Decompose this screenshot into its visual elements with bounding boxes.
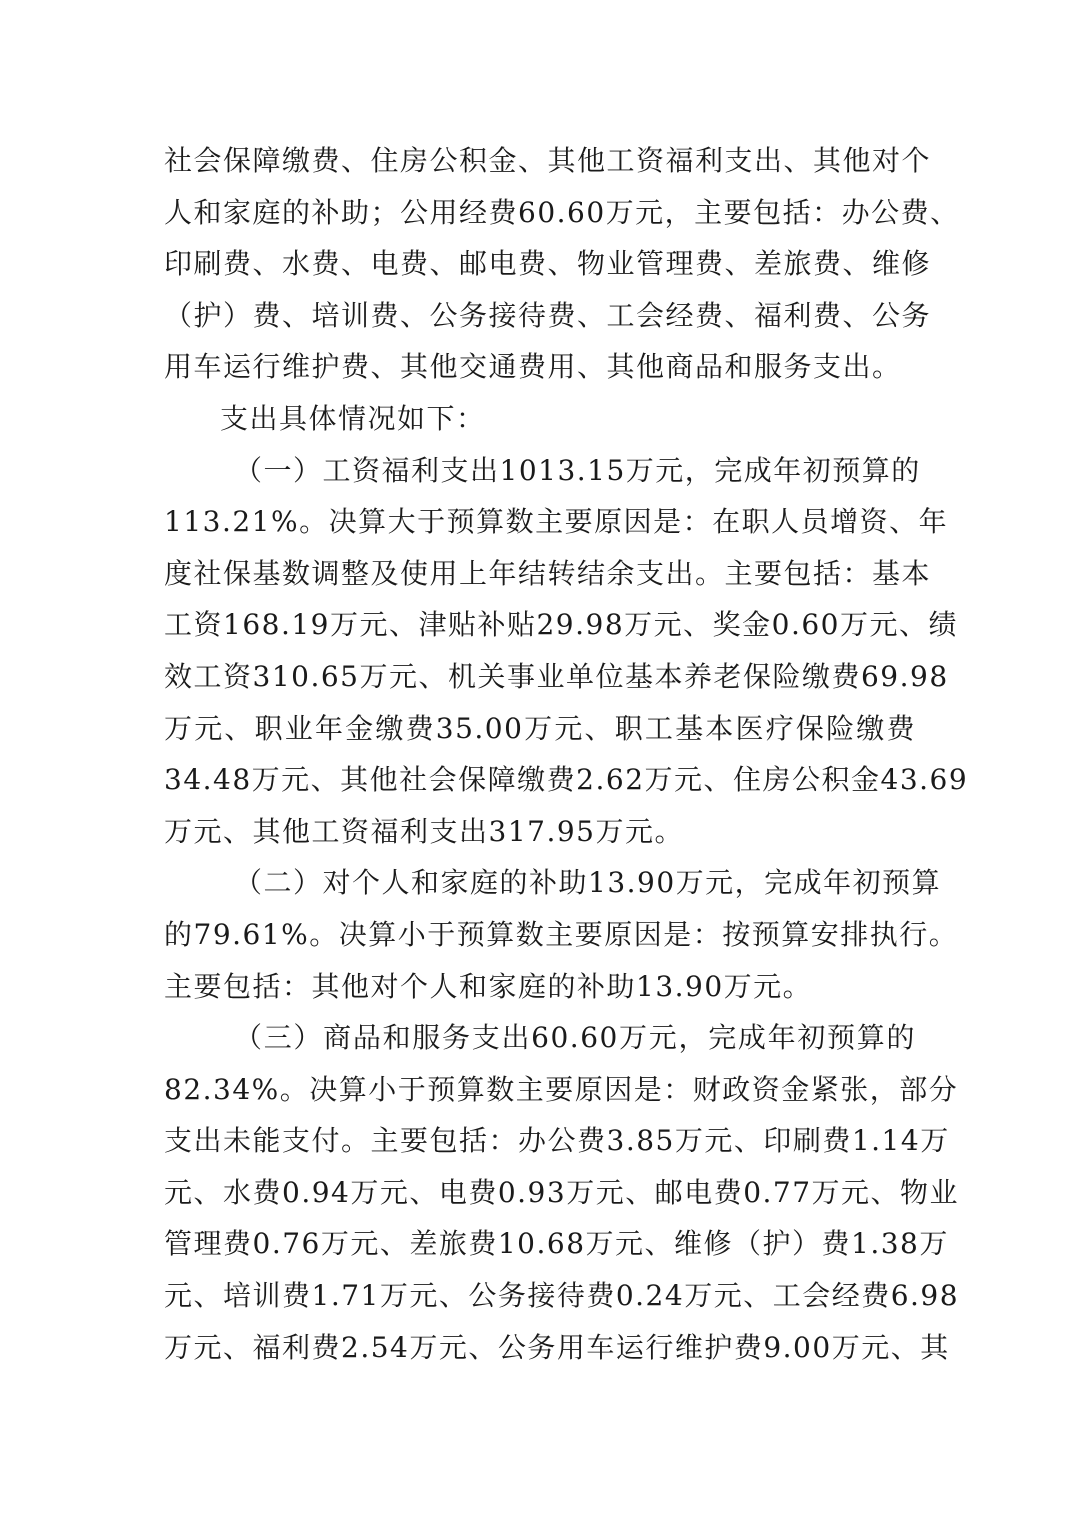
text-line: 元、水费0.94万元、电费0.93万元、邮电费0.77万元、物业 bbox=[164, 1175, 960, 1209]
text-line: 万元、其他工资福利支出317.95万元。 bbox=[164, 814, 684, 848]
text-line: 113.21%。决算大于预算数主要原因是：在职人员增资、年 bbox=[164, 505, 949, 539]
text-line: 万元、职业年金缴费35.00万元、职工基本医疗保险缴费 bbox=[164, 711, 916, 745]
text-line: 82.34%。决算小于预算数主要原因是：财政资金紧张，部分 bbox=[164, 1072, 959, 1106]
text-line: 34.48万元、其他社会保障缴费2.62万元、住房公积金43.69 bbox=[164, 763, 969, 797]
text-line: 元、培训费1.71万元、公务接待费0.24万元、工会经费6.98 bbox=[164, 1279, 960, 1313]
text-line: 主要包括：其他对个人和家庭的补助13.90万元。 bbox=[164, 969, 813, 1003]
text-line: 工资168.19万元、津贴补贴29.98万元、奖金0.60万元、绩 bbox=[164, 608, 958, 642]
text-line: （三）商品和服务支出60.60万元，完成年初预算的 bbox=[234, 1021, 916, 1055]
text-line: 效工资310.65万元、机关事业单位基本养老保险缴费69.98 bbox=[164, 659, 949, 693]
text-line: （护）费、培训费、公务接待费、工会经费、福利费、公务 bbox=[164, 298, 932, 332]
text-line: 人和家庭的补助；公用经费60.60万元，主要包括：办公费、 bbox=[164, 195, 960, 229]
text-line: 印刷费、水费、电费、邮电费、物业管理费、差旅费、维修 bbox=[164, 247, 932, 281]
text-line: （二）对个人和家庭的补助13.90万元，完成年初预算 bbox=[234, 866, 942, 900]
document-body bbox=[164, 135, 969, 1373]
text-line: 社会保障缴费、住房公积金、其他工资福利支出、其他对个 bbox=[164, 144, 932, 177]
text-line: 用车运行维护费、其他交通费用、其他商品和服务支出。 bbox=[164, 350, 902, 384]
text-line: （一）工资福利支出1013.15万元，完成年初预算的 bbox=[234, 453, 921, 487]
text-line: 的79.61%。决算小于预算数主要原因是：按预算安排执行。 bbox=[164, 917, 959, 951]
text-line: 度社保基数调整及使用上年结转结余支出。主要包括：基本 bbox=[164, 556, 932, 590]
text-line: 管理费0.76万元、差旅费10.68万元、维修（护）费1.38万 bbox=[164, 1227, 949, 1261]
text-line: 支出未能支付。主要包括：办公费3.85万元、印刷费1.14万 bbox=[164, 1124, 950, 1158]
text-line: 万元、福利费2.54万元、公务用车运行维护费9.00万元、其 bbox=[164, 1330, 950, 1364]
text-line: 支出具体情况如下： bbox=[220, 401, 486, 435]
